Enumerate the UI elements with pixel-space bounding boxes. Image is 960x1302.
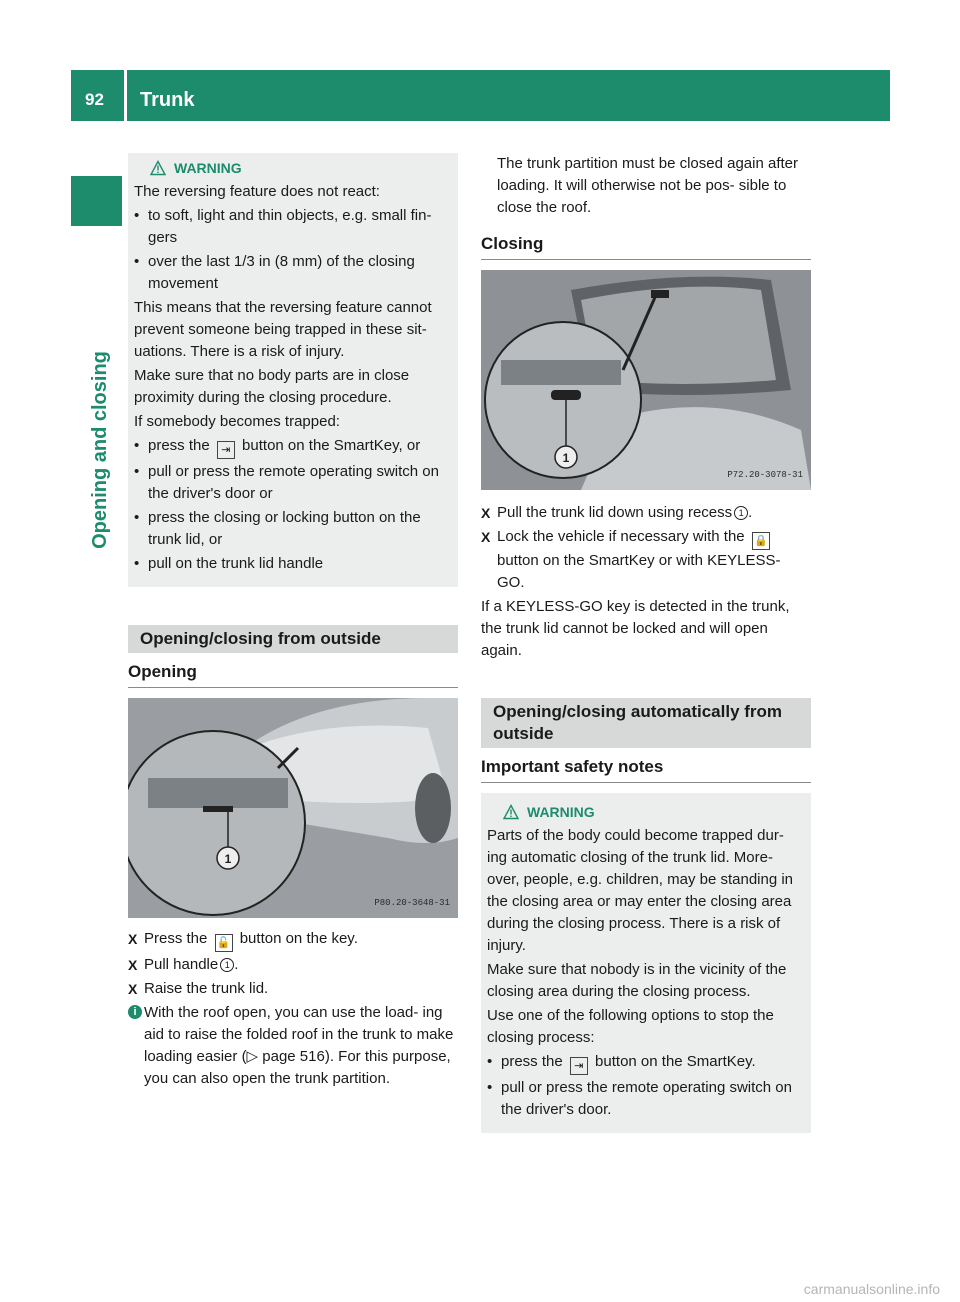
warning-label: WARNING xyxy=(527,804,595,820)
subheading-opening: Opening xyxy=(128,661,458,688)
watermark: carmanualsonline.info xyxy=(803,1281,940,1297)
warning-box xyxy=(481,793,811,1133)
warning-heading xyxy=(503,801,805,823)
warning-paragraph: Use one of the following options to stop the closing process: xyxy=(487,1007,774,1046)
warning-paragraph: Make sure that nobody is in the vicinity of the closing area during the closing process. xyxy=(487,961,787,1000)
car-rear-illustration xyxy=(128,698,458,918)
keyless-paragraph: If a KEYLESS-GO key is detected in the trunk, the trunk lid cannot be locked and will open again. xyxy=(481,598,790,659)
callout-1-icon: 1 xyxy=(220,958,234,972)
chapter-label: Opening and closing xyxy=(89,351,111,549)
step-text: Press the xyxy=(144,930,208,947)
page-title: Trunk xyxy=(140,89,195,111)
step-text: Pull the trunk lid down using recess xyxy=(497,504,733,521)
subheading-safety: Important safety notes xyxy=(481,756,811,783)
step-item xyxy=(481,526,811,594)
step-text: button on the key. xyxy=(239,930,358,947)
list-item: • pull or press the remote operating switch on the driver's door or xyxy=(134,461,452,505)
trunk-key-icon: ⇥ xyxy=(570,1057,588,1075)
section-title: Opening/closing automatically from outside xyxy=(481,698,811,748)
step-item: X Raise the trunk lid. xyxy=(128,978,458,1000)
warning-paragraph: Make sure that no body parts are in close proximity during the closing procedure. xyxy=(134,367,410,406)
svg-text:1: 1 xyxy=(562,451,570,465)
list-text: button on the SmartKey, or xyxy=(242,437,421,454)
list-item: • pull on the trunk lid handle xyxy=(134,553,452,575)
svg-text:1: 1 xyxy=(224,852,232,866)
step-text: Pull handle xyxy=(144,956,219,973)
list-item: • to soft, light and thin objects, e.g. small fin- gers xyxy=(134,205,452,249)
info-icon: i xyxy=(128,1005,142,1019)
step-text: button on the SmartKey or with KEYLESS- GO. xyxy=(497,552,781,591)
warning-triangle-icon xyxy=(503,804,519,820)
intro-paragraph: The trunk partition must be closed again after loading. It will otherwise not be pos- sible to close the roof. xyxy=(497,155,798,216)
step-item xyxy=(128,928,458,952)
list-text: press the xyxy=(501,1053,563,1070)
warning-heading xyxy=(150,157,452,179)
opening-steps xyxy=(128,928,458,1000)
step-item: X Pull the trunk lid down using recess 1 . xyxy=(481,502,811,524)
list-item xyxy=(134,435,452,459)
list-text: press the xyxy=(148,437,210,454)
list-item: • press the closing or locking button on the trunk lid, or xyxy=(134,507,452,551)
trapped-list xyxy=(134,435,452,575)
section-title: Opening/closing from outside xyxy=(128,625,458,653)
list-text: button on the SmartKey. xyxy=(595,1053,756,1070)
step-text: Lock the vehicle if necessary with the xyxy=(497,528,745,545)
warning-list xyxy=(134,205,452,295)
subheading-closing: Closing xyxy=(481,233,811,260)
stop-options-list xyxy=(487,1051,805,1121)
warning-label: WARNING xyxy=(174,160,242,176)
warning-intro: The reversing feature does not react: xyxy=(134,183,380,200)
trunk-closing-figure xyxy=(481,270,811,490)
left-column xyxy=(128,153,458,1090)
info-text: With the roof open, you can use the load- ing aid to raise the folded roof in the trunk to make loading easier (▷ page 516). For this purpose, you can also open the trunk partition. xyxy=(144,1004,454,1087)
list-item xyxy=(487,1051,805,1075)
unlock-icon: 🔓 xyxy=(215,934,233,952)
figure-code: P80.20-3648-31 xyxy=(374,898,450,908)
closing-steps xyxy=(481,502,811,594)
step-item: X Pull handle 1 . xyxy=(128,954,458,976)
figure-code: P72.20-3078-31 xyxy=(727,470,803,480)
page-number: 92 xyxy=(85,90,104,109)
trunk-lid-illustration xyxy=(481,270,811,490)
lock-icon: 🔒 xyxy=(752,532,770,550)
warning-box xyxy=(128,153,458,587)
warning-paragraph: Parts of the body could become trapped dur- ing automatic closing of the trunk lid. More- over, people, e.g. children, may be standing in the closing area or may enter the closing area during the closing process. There is a risk of injury. xyxy=(487,827,794,954)
callout-1-icon: 1 xyxy=(734,506,748,520)
warning-paragraph: This means that the reversing feature cannot prevent someone being trapped in these sit- uations. There is a risk of injury. xyxy=(134,299,432,360)
list-item: • pull or press the remote operating switch on the driver's door. xyxy=(487,1077,805,1121)
right-column xyxy=(481,153,811,1133)
warning-triangle-icon xyxy=(150,160,166,176)
info-note xyxy=(128,1002,458,1090)
chapter-tab xyxy=(71,176,122,226)
trunk-key-icon: ⇥ xyxy=(217,441,235,459)
trunk-opening-figure xyxy=(128,698,458,918)
warning-paragraph: If somebody becomes trapped: xyxy=(134,413,340,430)
list-item: • over the last 1/3 in (8 mm) of the closing movement xyxy=(134,251,452,295)
header-separator xyxy=(124,70,127,121)
